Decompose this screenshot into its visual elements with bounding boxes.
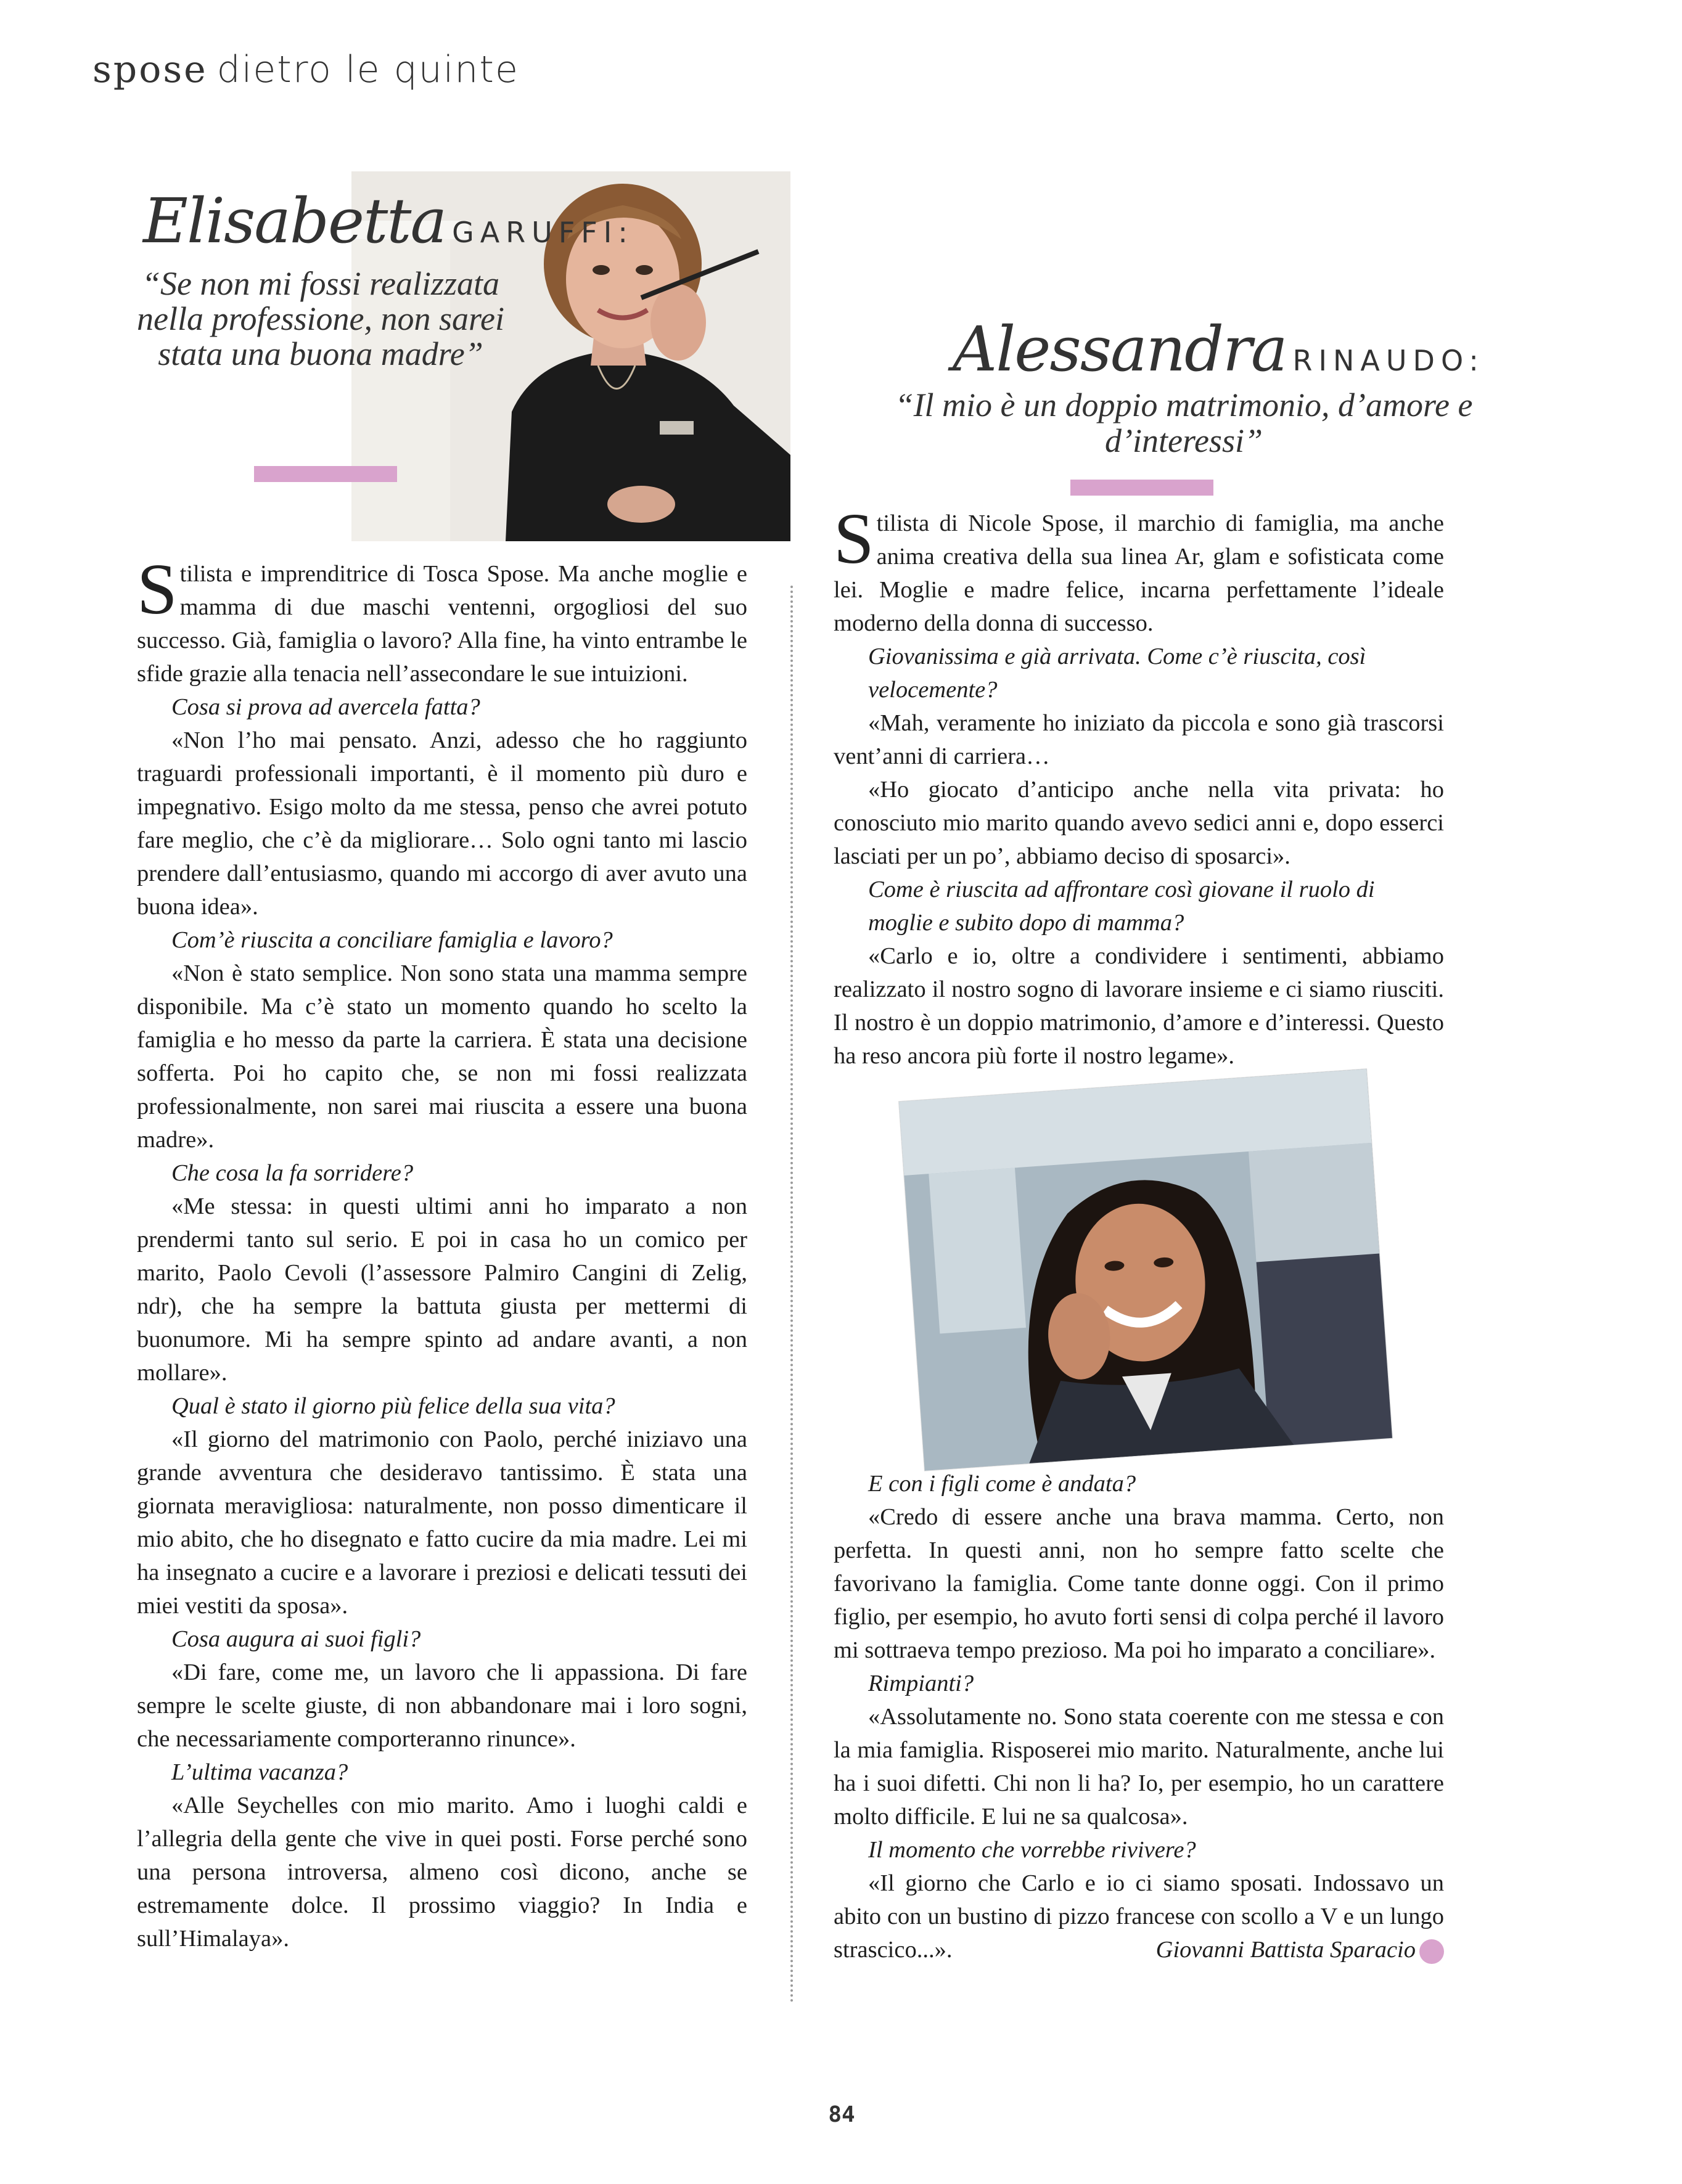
interview-question: L’ultima vacanza? — [171, 1759, 348, 1785]
dropcap: S — [137, 549, 178, 629]
accent-bar — [1070, 480, 1213, 496]
interview-answer: «Non è stato semplice. Non sono stata una mamma sempre disponibile. Ma c’è stato un momento quando ho scelto la famiglia e ho messo da parte la carriera. È stata una decisione sofferta. Poi ho capito che, se non mi fossi realizzata professionalmente, non sarei mai riuscita a essere una buona madre». — [137, 960, 747, 1153]
dropcap: S — [834, 498, 874, 579]
interview-answer: «Non l’ho mai pensato. Anzi, adesso che ho raggiunto traguardi professionali importanti, è il momento più duro e impegnativo. Esigo molto da me stessa, penso che avrei potuto fare meglio, che c’è da migliorare… Solo ogni tanto mi lascio prendere dall’entusiasmo, quando mi accorgo di aver avuto una buona idea». — [137, 727, 747, 920]
interview-question: Com’è riuscita a conciliare famiglia e lavoro? — [171, 927, 613, 953]
interview-answer: «Mah, veramente ho iniziato da piccola e sono già trascorsi vent’anni di carriera… — [834, 710, 1444, 769]
interview2-body-bottom — [834, 1467, 1464, 1966]
interview2-surname: RINAUDO: — [1292, 344, 1485, 377]
interview2-pull-quote: “Il mio è un doppio matrimonio, d’amore e d’interessi” — [895, 386, 1473, 459]
page-number: 84 — [828, 2102, 855, 2127]
interview1-name-heading — [143, 185, 634, 257]
accent-bar — [254, 466, 397, 482]
interview-answer: «Carlo e io, oltre a condividere i sentimenti, abbiamo realizzato il nostro sogno di lavorare insieme e ci siamo riusciti. Il nostro è un doppio matrimonio, d’amore e d’interessi. Questo ha reso ancora più forte il nostro legame». — [834, 943, 1444, 1069]
interview-answer: «Il giorno che Carlo e io ci siamo sposati. Indossavo un abito con un bustino di pizzo francese con scollo a V e un lungo strascico...». Giovanni Battista Sparacio E — [834, 1867, 1444, 1966]
interview-question: Qual è stato il giorno più felice della sua vita? — [171, 1393, 615, 1419]
portrait-photo-rinaudo — [899, 1069, 1392, 1471]
interview-answer: «Ho giocato d’anticipo anche nella vita privata: ho conosciuto mio marito quando avevo sedici anni e, dopo esserci lasciati per un po’, abbiamo deciso di sposarci». — [834, 777, 1444, 869]
interview2-intro: Stilista di Nicole Spose, il marchio di famiglia, ma anche anima creativa della sua linea Ar, glam e sofisticata come lei. Moglie e madre felice, incarna perfettamente l’ideale moderno della donna di successo. — [834, 498, 1444, 636]
interview-question: Che cosa la fa sorridere? — [171, 1160, 414, 1186]
interview-question: Il momento che vorrebbe rivivere? — [868, 1837, 1196, 1863]
interview2-body-top — [834, 498, 1444, 1073]
interview-question: Rimpianti? — [868, 1671, 974, 1696]
interview-answer: «Di fare, come me, un lavoro che li appassiona. Di fare sempre le scelte giuste, di non abbandonare mai i loro sogni, che necessariamente comporteranno rinunce». — [137, 1659, 747, 1752]
interview1-first-name: Elisabetta — [143, 185, 446, 257]
interview-answer: «Credo di essere anche una brava mamma. Certo, non perfetta. In questi anni, non ho sempre fatto scelte che favorivano la famiglia. Come tante donne oggi. Con il primo figlio, per esempio, ho avuto forti sensi di colpa perché il lavoro mi sottraeva tempo prezioso. Ma poi ho imparato a conciliare». — [834, 1504, 1444, 1663]
interview-answer: «Me stessa: in questi ultimi anni ho imparato a non prendermi tanto sul serio. E poi in casa ho un comico per marito, Paolo Cevoli (l’assessore Palmiro Cangini di Zelig, ndr), che ha sempre la battuta giusta per mettermi di buonumore. Mi ha sempre spinto ad andare avanti, a non mollare». — [137, 1193, 747, 1386]
interview-answer: «Il giorno del matrimonio con Paolo, perché iniziavo una grande avventura che desideravo tantissimo. È stata una giornata meravigliosa: naturalmente, non posso dimenticare il mio abito, che ho disegnato e fatto cucire da mia madre. Lei mi ha insegnato a cucire e a lavorare i preziosi e delicati tessuti dei miei vestiti da sposa». — [137, 1426, 747, 1619]
section-header — [92, 48, 519, 91]
interview1-intro: Stilista e imprenditrice di Tosca Spose. Ma anche moglie e mamma di due maschi ventenni, orgogliosi del suo successo. Già, famiglia o lavoro? Alla fine, ha vinto entrambe le sfide grazie alla tenacia nell’assecondare le sue intuizioni. — [137, 549, 747, 687]
interview-answer: «Assolutamente no. Sono stata coerente con me stessa e con la mia famiglia. Risposerei mio marito. Naturalmente, anche lui ha i suoi difetti. Chi non li ha? Io, per esempio, ho un carattere molto difficile. E lui ne sa qualcosa». — [834, 1704, 1444, 1830]
interview1-surname: GARUFFI: — [452, 216, 634, 249]
column-divider — [790, 586, 793, 2003]
interview-question: E con i figli come è andata? — [868, 1471, 1136, 1497]
end-mark-icon: E — [1419, 1939, 1444, 1964]
interview2-first-name: Alessandra — [953, 313, 1287, 385]
section-subtitle: dietro le quinte — [216, 48, 519, 91]
author-signature: Giovanni Battista Sparacio E — [1122, 1933, 1444, 1966]
portrait-illustration-rinaudo — [899, 1069, 1392, 1471]
interview-question: Cosa augura ai suoi figli? — [171, 1626, 421, 1652]
interview-question: Giovanissima e già arrivata. Come c’è riuscita, così velocemente? — [868, 644, 1366, 703]
interview1-pull-quote: “Se non mi fossi realizzata nella professione, non sarei stata una buona madre” — [137, 265, 504, 372]
interview-question: Come è riuscita ad affrontare così giovane il ruolo di moglie e subito dopo di mamma? — [868, 877, 1375, 936]
section-title: spose — [92, 48, 208, 91]
interview1-body — [137, 549, 747, 1955]
interview-answer: «Alle Seychelles con mio marito. Amo i luoghi caldi e l’allegria della gente che vive in quei posti. Forse perché sono una persona introversa, almeno così dicono, anche se estremamente dolce. Il prossimo viaggio? In India e sull’Himalaya». — [137, 1793, 747, 1952]
interview2-name-heading — [953, 313, 1485, 385]
interview-question: Cosa si prova ad avercela fatta? — [171, 694, 480, 720]
